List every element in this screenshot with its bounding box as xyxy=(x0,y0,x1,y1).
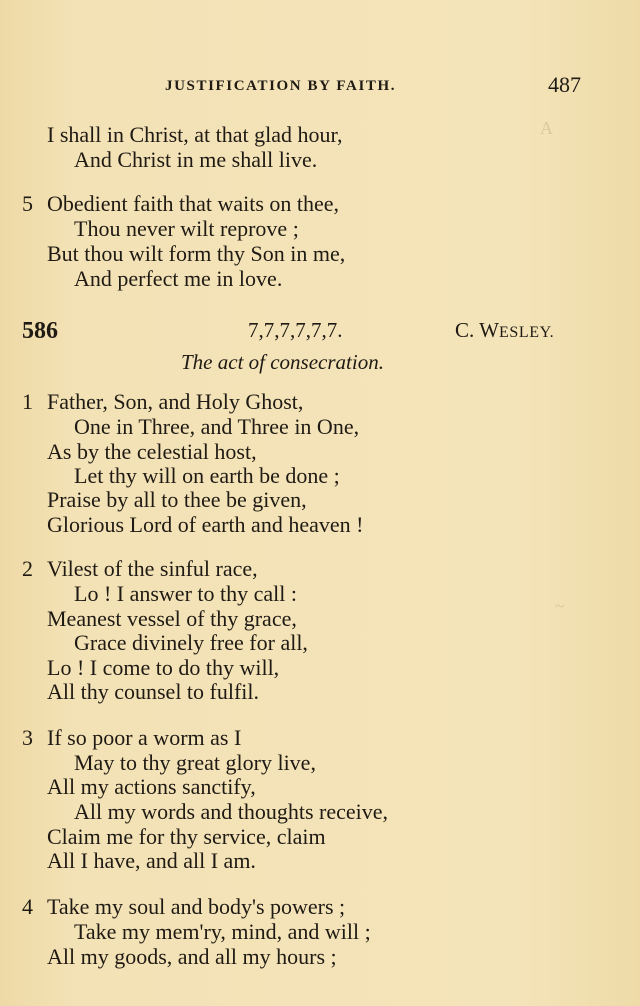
verse-line: Glorious Lord of earth and heaven ! xyxy=(47,512,364,537)
verse-line: Lo ! I answer to thy call : xyxy=(74,581,297,606)
verse-line: Meanest vessel of thy grace, xyxy=(47,606,297,631)
verse-line: Let thy will on earth be done ; xyxy=(74,463,340,488)
stanza-number: 1 xyxy=(22,389,33,414)
page-number: 487 xyxy=(548,72,581,97)
author-surname: ESLEY. xyxy=(498,324,555,341)
verse-line: And perfect me in love. xyxy=(74,266,283,291)
verse-line: One in Three, and Three in One, xyxy=(74,414,360,439)
hymn-subtitle: The act of consecration. xyxy=(181,350,384,374)
verse-line: All thy counsel to fulfil. xyxy=(47,679,260,704)
stanza-number: 5 xyxy=(22,191,33,216)
verse-line: Obedient faith that waits on thee, xyxy=(47,191,340,216)
verse-line: All my words and thoughts receive, xyxy=(74,799,389,824)
verse-line: All I have, and all I am. xyxy=(47,848,256,873)
stanza-number: 2 xyxy=(22,556,33,581)
stanza-number: 3 xyxy=(22,725,33,750)
verse-line: Father, Son, and Holy Ghost, xyxy=(47,389,304,414)
page-header xyxy=(0,72,640,102)
verse-line: As by the celestial host, xyxy=(47,439,257,464)
verse-line: May to thy great glory live, xyxy=(74,750,316,775)
verse-line: Thou never wilt reprove ; xyxy=(74,216,299,241)
verse-line: Take my mem'ry, mind, and will ; xyxy=(74,919,371,944)
verse-line: Lo ! I come to do thy will, xyxy=(47,655,280,680)
verse-line: And Christ in me shall live. xyxy=(74,147,318,172)
hymn-number: 586 xyxy=(22,318,58,344)
running-title: JUSTIFICATION BY FAITH. xyxy=(165,78,397,94)
verse-line: Vilest of the sinful race, xyxy=(47,556,258,581)
bleed-through-mark: A xyxy=(540,118,553,138)
author-initial: C. W xyxy=(455,318,499,342)
verse-line: If so poor a worm as I xyxy=(47,725,242,750)
verse-line: Claim me for thy service, claim xyxy=(47,824,326,849)
verse-line: Take my soul and body's powers ; xyxy=(47,894,346,919)
verse-line: But thou wilt form thy Son in me, xyxy=(47,241,346,266)
verse-line: Grace divinely free for all, xyxy=(74,630,308,655)
stanza-number: 4 xyxy=(22,894,33,919)
hymn-author xyxy=(455,318,554,343)
bleed-through-mark: ~ xyxy=(555,596,565,616)
verse-line: All my actions sanctify, xyxy=(47,774,256,799)
verse-line: I shall in Christ, at that glad hour, xyxy=(47,122,343,147)
hymn-meter: 7,7,7,7,7,7. xyxy=(248,318,343,342)
verse-line: All my goods, and all my hours ; xyxy=(47,944,337,969)
verse-line: Praise by all to thee be given, xyxy=(47,487,307,512)
